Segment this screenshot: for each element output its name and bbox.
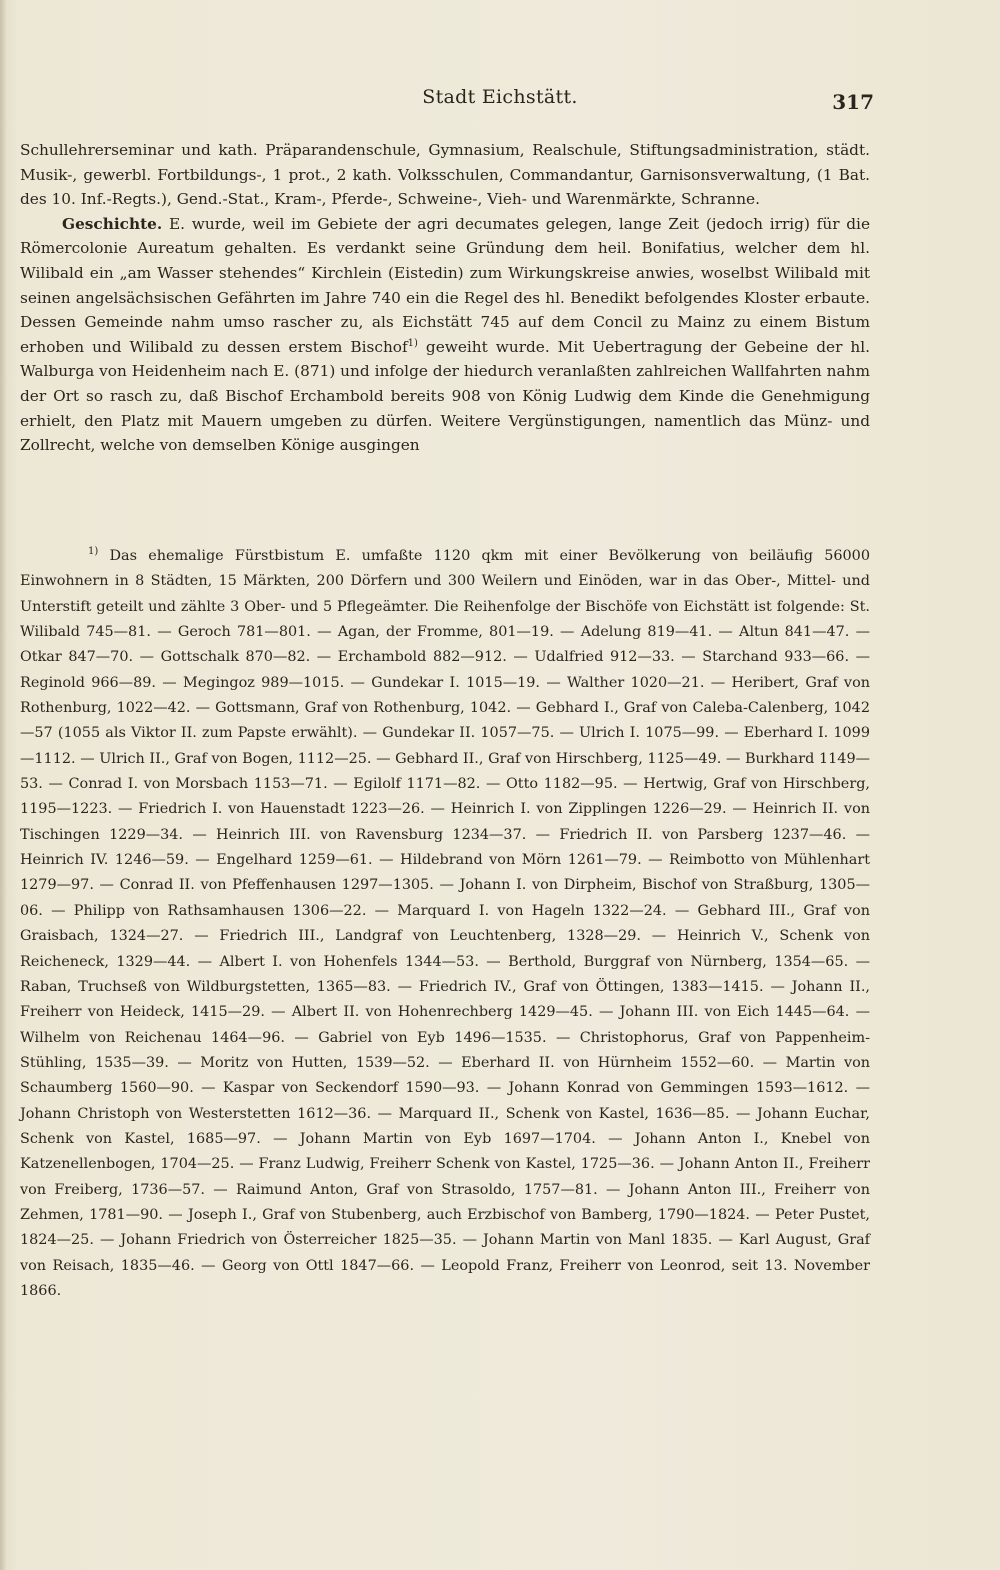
history-paragraph [20, 212, 870, 458]
footnote-text: Das ehemalige Fürstbistum E. umfaßte 1120 qkm mit einer Bevölkerung von beiläufig 56000 Einwohnern in 8 Städten, 15 Märkten, 200 Dörfern und 300 Weilern und Einöden, war in das Ober-, Mittel- und Unterstift geteilt und zählte 3 Ober- und 5 Pflegeämter. Die Reihenfolge der Bischöfe von Eichstätt ist folgende: St. Wilibald 745—81. — Geroch 781—801. — Agan, der Fromme, 801—19. — Adelung 819—41. — Altun 841—47. — Otkar 847—70. — Gottschalk 870—82. — Erchambold 882—912. — Udalfried 912—33. — Starchand 933—66. — Reginold 966—89. — Megingoz 989—1015. — Gundekar I. 1015—19. — Walther 1020—21. — Heribert, Graf von Rothenburg, 1022—42. — Gottsmann, Graf von Rothenburg, 1042. — Gebhard I., Graf von Caleba-Calenberg, 1042—57 (1055 als Viktor II. zum Papste erwählt). — Gundekar II. 1057—75. — Ulrich I. 1075—99. — Eberhard I. 1099—1112. — Ulrich II., Graf von Bogen, 1112—25. — Gebhard II., Graf von Hirschberg, 1125—49. — Burkhard 1149—53. — Conrad I. von Morsbach 1153—71. — Egilolf 1171—82. — Otto 1182—95. — Hertwig, Graf von Hirschberg, 1195—1223. — Friedrich I. von Hauenstadt 1223—26. — Heinrich I. von Zipplingen 1226—29. — Heinrich II. von Tischingen 1229—34. — Heinrich III. von Ravensburg 1234—37. — Friedrich II. von Parsberg 1237—46. — Heinrich IV. 1246—59. — Engelhard 1259—61. — Hildebrand von Mörn 1261—79. — Reimbotto von Mühlenhart 1279—97. — Conrad II. von Pfeffenhausen 1297—1305. — Johann I. von Dirpheim, Bischof von Straßburg, 1305—06. — Philipp von Rathsamhausen 1306—22. — Marquard I. von Hageln 1322—24. — Gebhard III., Graf von Graisbach, 1324—27. — Friedrich III., Landgraf von Leuchtenberg, 1328—29. — Heinrich V., Schenk von Reicheneck, 1329—44. — Albert I. von Hohenfels 1344—53. — Berthold, Burggraf von Nürnberg, 1354—65. — Raban, Truchseß von Wildburgstetten, 1365—83. — Friedrich IV., Graf von Öttingen, 1383—1415. — Johann II., Freiherr von Heideck, 1415—29. — Albert II. von Hohenrechberg 1429—45. — Johann III. von Eich 1445—64. — Wilhelm von Reichenau 1464—96. — Gabriel von Eyb 1496—1535. — Christophorus, Graf von Pappenheim-Stühling, 1535—39. — Moritz von Hutten, 1539—52. — Eberhard II. von Hürnheim 1552—60. — Martin von Schaumberg 1560—90. — Kaspar von Seckendorf 1590—93. — Johann Konrad von Gemmingen 1593—1612. — Johann Christoph von Westerstetten 1612—36. — Marquard II., Schenk von Kastel, 1636—85. — Johann Euchar, Schenk von Kastel, 1685—97. — Johann Martin von Eyb 1697—1704. — Johann Anton I., Knebel von Katzenellenbogen, 1704—25. — Franz Ludwig, Freiherr Schenk von Kastel, 1725—36. — Johann Anton II., Freiherr von Freiberg, 1736—57. — Raimund Anton, Graf von Strasoldo, 1757—81. — Johann Anton III., Freiherr von Zehmen, 1781—90. — Joseph I., Graf von Stubenberg, auch Erzbischof von Bamberg, 1790—1824. — Peter Pustet, 1824—25. — Johann Friedrich von Österreicher 1825—35. — Johann Martin von Manl 1835. — Karl August, Graf von Reisach, 1835—46. — Georg von Ottl 1847—66. — Leopold Franz, Freiherr von Leonrod, seit 13. November 1866. [20, 548, 870, 1299]
institutions-paragraph: Schullehrerseminar und kath. Präparandenschule, Gymnasium, Realschule, Stiftungsadministration, städt. Musik-, gewerbl. Fortbildungs-, 1 prot., 2 kath. Volksschulen, Commandantur, Garnisonsverwaltung, (1 Bat. des 10. Inf.-Regts.), Gend.-Stat., Kram-, Pferde-, Schweine-, Vieh- und Warenmärkte, Schranne. [20, 141, 870, 209]
footnote-block [20, 544, 870, 1304]
footnote-1 [20, 544, 870, 1304]
running-title: Stadt Eichstätt. [422, 86, 578, 108]
footnote-mark: 1) [88, 546, 99, 558]
page-header [0, 86, 1000, 116]
footnote-reference: 1) [407, 337, 418, 349]
page-number: 317 [832, 90, 874, 114]
page-spine-shadow [0, 0, 6, 1570]
history-text-part2: geweiht wurde. Mit Uebertragung der Gebeine der hl. Walburga von Heidenheim nach E. (871) und infolge der hiedurch veranlaßten zahlreichen Wallfahrten nahm der Ort so rasch zu, daß Bischof Erchambold bereits 908 von König Ludwig dem Kinde die Genehmigung erhielt, den Platz mit Mauern umgeben zu dürfen. Weitere Vergünstigungen, namentlich das Münz- und Zollrecht, welche von demselben Könige ausgingen [20, 337, 870, 455]
main-text [20, 138, 870, 458]
history-text-part1: E. wurde, weil im Gebiete der agri decumates gelegen, lange Zeit (jedoch irrig) für die Römercolonie Aureatum gehalten. Es verdankt seine Gründung dem heil. Bonifatius, welcher dem hl. Wilibald ein „am Wasser stehendes“ Kirchlein (Eistedin) zum Wirkungskreise anwies, woselbst Wilibald mit seinen angelsächsischen Gefährten im Jahre 740 ein die Regel des hl. Benedikt befolgendes Kloster erbaute. Dessen Gemeinde nahm umso rascher zu, als Eichstätt 745 auf dem Concil zu Mainz zu einem Bistum erhoben und Wilibald zu dessen erstem Bischof [20, 214, 870, 356]
section-heading-history: Geschichte. [62, 214, 163, 233]
